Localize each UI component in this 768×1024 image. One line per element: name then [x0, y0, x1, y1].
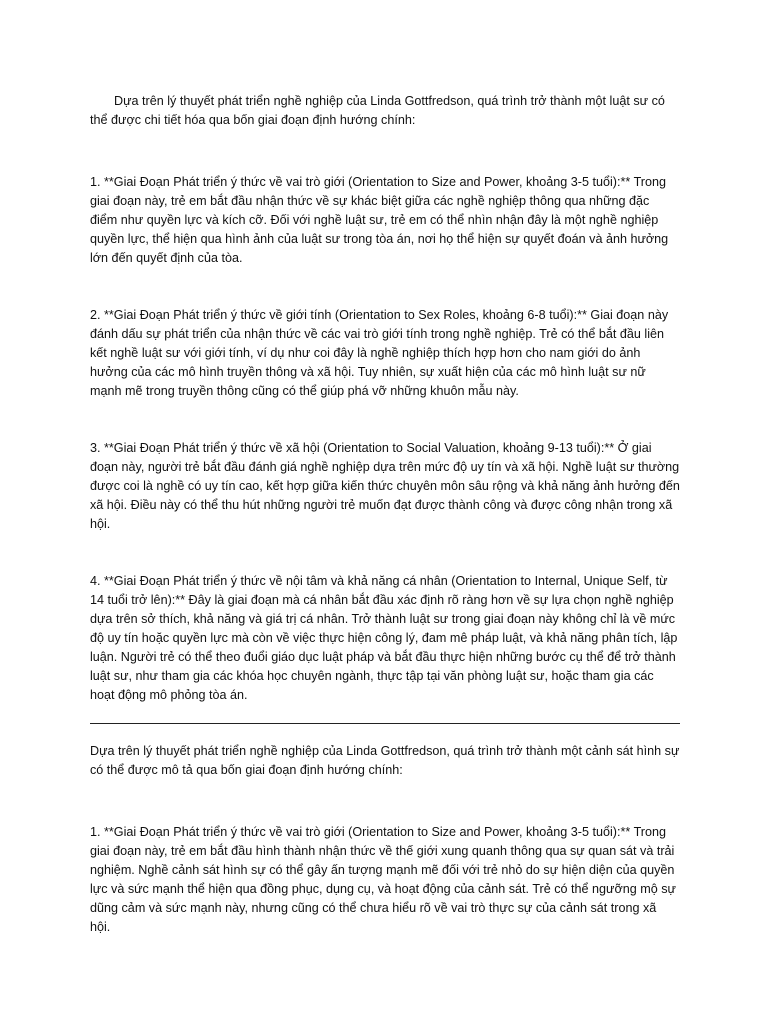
stage-paragraph-lawyer-1: 1. **Giai Đoạn Phát triển ý thức về vai trò giới (Orientation to Size and Power, khoảng 3-5 tuổi):** Trong giai đoạn này, trẻ em bắt đầu nhận thức về sự khác biệt giữa các nghề nghiệp thông qua những đặc điểm như quyền lực và kích cỡ. Đối với nghề luật sư, trẻ em có thể nhìn nhận đây là một nghề nghiệp quyền lực, thể hiện qua hình ảnh của luật sư trong tòa án, nơi họ thể hiện sự quyết đoán và ảnh hưởng lớn đến quyết định của tòa. — [90, 175, 669, 265]
stage-paragraph-lawyer-2: 2. **Giai Đoạn Phát triển ý thức về giới tính (Orientation to Sex Roles, khoảng 6-8 tuổi):** Giai đoạn này đánh dấu sự phát triển của nhận thức về các vai trò giới tính trong nghề nghiệp. Trẻ có thể bắt đầu liên kết nghề luật sư với giới tính, ví dụ như coi đây là nghề nghiệp thích hợp hơn cho nam giới do ảnh hưởng của các mô hình truyền thông và xã hội. Tuy nhiên, sự xuất hiện của các mô hình luật sư nữ mạnh mẽ trong truyền thông cũng có thể giúp phá vỡ những khuôn mẫu này. — [90, 308, 669, 398]
intro-paragraph-lawyer: Dựa trên lý thuyết phát triển nghề nghiệp của Linda Gottfredson, quá trình trở thành một luật sư có thể được chi tiết hóa qua bốn giai đoạn định hướng chính: — [90, 94, 665, 127]
intro-paragraph-police: Dựa trên lý thuyết phát triển nghề nghiệp của Linda Gottfredson, quá trình trở thành một cảnh sát hình sự có thể được mô tả qua bốn giai đoạn định hướng chính: — [90, 744, 680, 777]
stage-paragraph-lawyer-3: 3. **Giai Đoạn Phát triển ý thức về xã hội (Orientation to Social Valuation, khoảng 9-13 tuổi):** Ở giai đoạn này, người trẻ bắt đầu đánh giá nghề nghiệp dựa trên mức độ uy tín và xã hội. Nghề luật sư thường được coi là nghề có uy tín cao, kết hợp giữa kiến thức chuyên môn sâu rộng và khả năng ảnh hưởng đến xã hội. Điều này có thể thu hút những người trẻ muốn đạt được thành công và được công nhận trong xã hội. — [90, 441, 680, 531]
section-divider — [90, 723, 680, 724]
document-body — [90, 92, 680, 937]
stage-paragraph-police-1: 1. **Giai Đoạn Phát triển ý thức về vai trò giới (Orientation to Size and Power, khoảng 3-5 tuổi):** Trong giai đoạn này, trẻ em bắt đầu hình thành nhận thức về thế giới xung quanh thông qua sự quan sát và trải nghiệm. Nghề cảnh sát hình sự có thể gây ấn tượng mạnh mẽ đối với trẻ nhỏ do sự hiện diện của quyền lực và sức mạnh thể hiện qua đồng phục, dụng cụ, và hoạt động của cảnh sát. Trẻ có thể ngưỡng mộ sự dũng cảm và sức mạnh này, nhưng cũng có thể chưa hiểu rõ về vai trò thực sự của cảnh sát trong xã hội. — [90, 825, 676, 934]
stage-paragraph-lawyer-4: 4. **Giai Đoạn Phát triển ý thức về nội tâm và khả năng cá nhân (Orientation to Internal, Unique Self, từ 14 tuổi trở lên):** Đây là giai đoạn mà cá nhân bắt đầu xác định rõ ràng hơn về sự lựa chọn nghề nghiệp dựa trên sở thích, khả năng và giá trị cá nhân. Trở thành luật sư trong giai đoạn này không chỉ là về mức độ uy tín hoặc quyền lực mà còn về việc thực hiện công lý, đam mê pháp luật, và khả năng phân tích, lập luận. Người trẻ có thể theo đuổi giáo dục luật pháp và bắt đầu thực hiện những bước cụ thể để trở thành luật sư, như tham gia các khóa học chuyên ngành, thực tập tại văn phòng luật sư, hoặc tham gia các hoạt động mô phỏng tòa án. — [90, 574, 678, 702]
